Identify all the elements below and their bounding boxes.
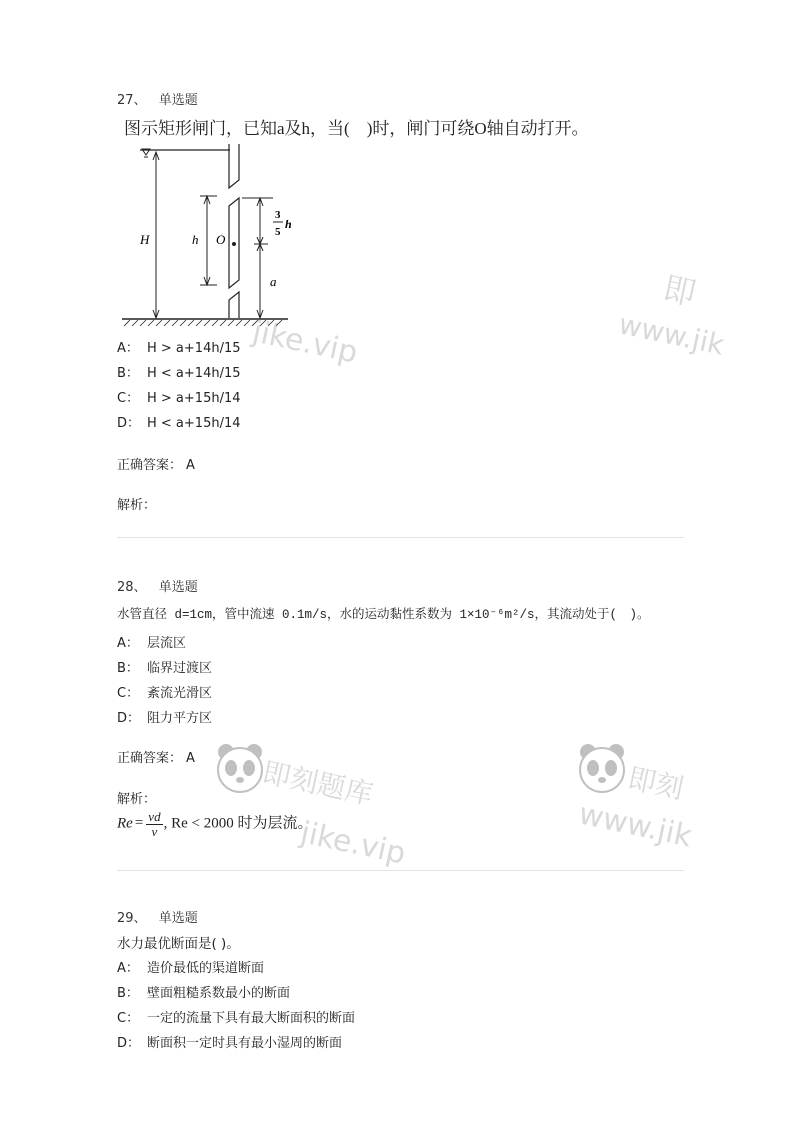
label-frac-den: 5 [275, 226, 281, 238]
watermark-mark-2 [678, 768, 679, 769]
option-c: C： 紊流光滑区 [117, 686, 213, 701]
watermark-brand: 即刻题库 [259, 755, 376, 812]
correct-answer: 正确答案： A [117, 458, 195, 473]
analysis-label: 解析： [117, 792, 157, 807]
question-27-stem: 图示矩形闸门，已知a及h，当( )时，闸门可绕O轴自动打开。 [124, 119, 589, 138]
option-c: C： 一定的流量下具有最大断面积的断面 [117, 1011, 356, 1026]
question-number: 27、 [117, 93, 147, 108]
option-b: B： H < a+14h/15 [117, 366, 241, 381]
option-b: B： 壁面粗糙系数最小的断面 [117, 986, 291, 1001]
question-number: 29、 [117, 911, 147, 926]
question-29-stem: 水力最优断面是( )。 [117, 936, 240, 952]
watermark-url: jike.vip [249, 314, 361, 371]
question-27-header [117, 89, 198, 108]
analysis-label: 解析： [117, 498, 157, 513]
option-d: D： H < a+15h/14 [117, 416, 241, 431]
question-28-stem: 水管直径 d=1cm，管中流速 0.1m/s，水的运动黏性系数为 1×10⁻⁶m²/s，其流动处于( )。 [117, 608, 650, 622]
option-d: D： 阻力平方区 [117, 711, 213, 726]
label-frac-num: 3 [275, 209, 281, 221]
option-a: A： H > a+14h/15 [117, 341, 241, 356]
question-type: 单选题 [158, 911, 198, 926]
panda-watermark-icon [574, 740, 630, 796]
option-a: A： 造价最低的渠道断面 [117, 961, 265, 976]
analysis-formula: Re = $\frac{vd}{\nu}$ , Re < 2000 时为层流。 [117, 809, 313, 839]
question-29-header [117, 907, 198, 926]
question-type: 单选题 [158, 93, 198, 108]
label-O: O [216, 232, 226, 247]
option-a: A： 层流区 [117, 636, 187, 651]
option-d: D： 断面积一定时具有最小湿周的断面 [117, 1036, 343, 1051]
option-b: B： 临界过渡区 [117, 661, 213, 676]
label-H: H [140, 232, 150, 247]
watermark-brand-cut: 即刻 [624, 761, 687, 806]
gate-figure [118, 140, 293, 330]
watermark-url-cut: www.jik [615, 307, 728, 362]
divider [117, 537, 684, 538]
watermark-mark: 即 [659, 269, 700, 313]
label-h: h [192, 232, 199, 247]
question-type: 单选题 [158, 580, 198, 595]
correct-answer: 正确答案： A [117, 751, 195, 766]
question-number: 28、 [117, 580, 147, 595]
label-frac-h: h [285, 217, 292, 231]
label-a: a [270, 274, 277, 289]
question-28-header [117, 576, 198, 595]
watermark-url-frag: jike.vip [297, 815, 409, 872]
watermark-url-cut: www.jik [575, 796, 695, 855]
option-c: C： H > a+15h/14 [117, 391, 241, 406]
watermark-url-full [400, 1100, 406, 1101]
